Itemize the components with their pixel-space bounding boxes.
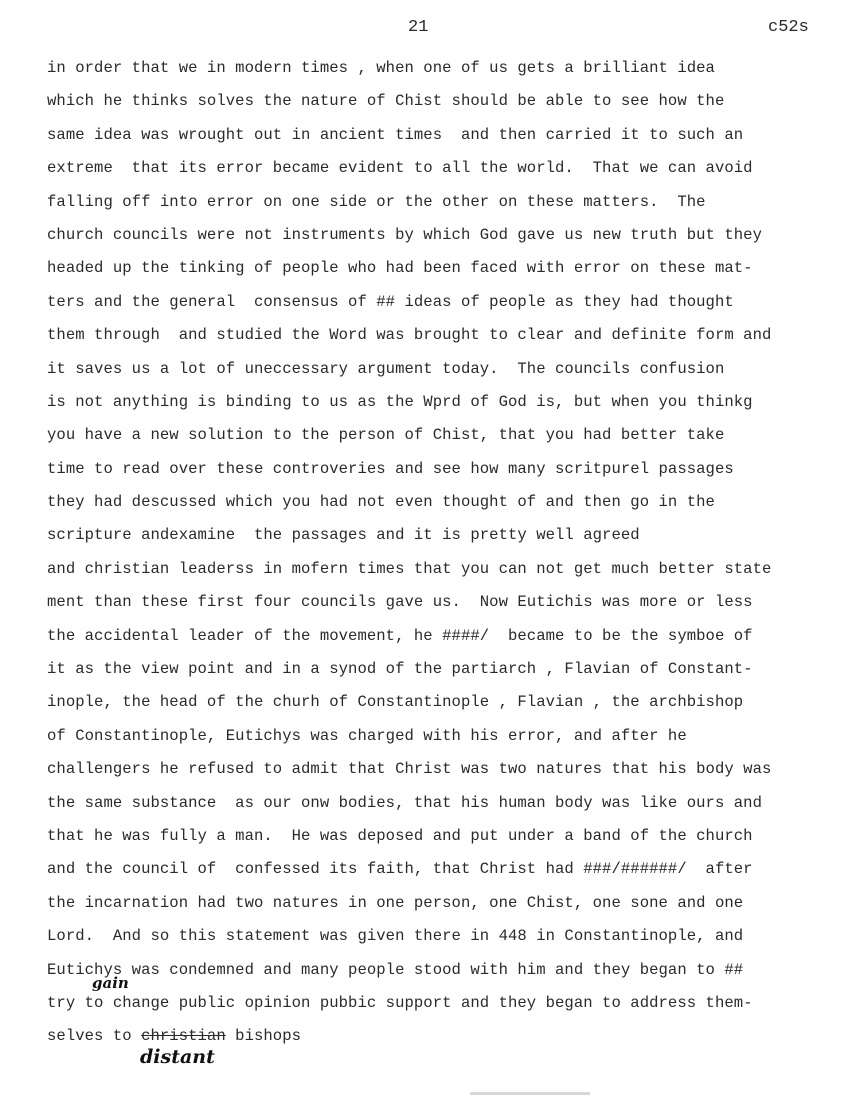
text-line: same idea was wrought out in ancient times and then carried it to such an <box>47 125 744 144</box>
text-line: scripture andexamine the passages and it is pretty well agreed <box>47 526 640 545</box>
page-bottom-mark <box>470 1092 590 1095</box>
typed-body-text <box>47 52 847 1054</box>
struck-word: christian <box>141 1027 226 1046</box>
document-code: c52s <box>768 18 809 37</box>
text-line: the same substance as our onw bodies, that his human body was like ours and <box>47 793 762 812</box>
text-line: time to read over these controveries and see how many scritpurel passages <box>47 459 734 478</box>
text-line: inople, the head of the churh of Constantinople , Flavian , the archbishop <box>47 693 744 712</box>
text-line: ment than these first four councils gave us. Now Eutichis was more or less <box>47 593 753 612</box>
text-line: the incarnation had two natures in one person, one Chist, one sone and one <box>47 893 744 912</box>
text-line: Eutichys was condemned and many people stood with him and they began to ## <box>47 960 744 979</box>
text-line: it as the view point and in a synod of the partiarch , Flavian of Constant- <box>47 660 753 679</box>
text-line: extreme that its error became evident to all the world. That we can avoid <box>47 159 753 178</box>
last-line-prefix: selves to <box>47 1027 142 1046</box>
text-line: in order that we in modern times , when one of us gets a brilliant idea <box>47 59 715 77</box>
text-line: you have a new solution to the person of Chist, that you had better take <box>47 426 725 445</box>
text-line: falling off into error on one side or the other on these matters. The <box>47 192 706 211</box>
text-line: them through and studied the Word was brought to clear and definite form and <box>47 326 772 345</box>
page-number: 21 <box>408 18 429 37</box>
text-line: which he thinks solves the nature of Chist should be able to see how the <box>47 92 725 111</box>
text-line: headed up the tinking of people who had been faced with error on these mat- <box>47 259 753 278</box>
text-line: the accidental leader of the movement, he ####/ became to be the symboe of <box>47 626 753 645</box>
handwritten-distant: distant <box>140 1046 215 1068</box>
handwritten-gain: gain <box>92 974 129 992</box>
last-line-suffix: bishops <box>225 1027 302 1046</box>
text-line: Lord. And so this statement was given there in 448 in Constantinople, and <box>47 927 744 946</box>
text-line: that he was fully a man. He was deposed and put under a band of the church <box>47 826 753 845</box>
text-line: and the council of confessed its faith, that Christ had ###/######/ after <box>47 860 753 879</box>
text-line: of Constantinople, Eutichys was charged with his error, and after he <box>47 726 687 745</box>
text-line: try to change public opinion pubbic support and they began to address them- <box>47 993 753 1012</box>
text-line: challengers he refused to admit that Christ was two natures that his body was <box>47 760 772 779</box>
text-line: ters and the general consensus of ## ideas of people as they had thought <box>47 292 734 311</box>
text-line: they had descussed which you had not even thought of and then go in the <box>47 493 715 512</box>
text-line: church councils were not instruments by which God gave us new truth but they <box>47 225 762 244</box>
text-line: and christian leaderss in mofern times that you can not get much better state <box>47 559 772 578</box>
text-line: is not anything is binding to us as the Wprd of God is, but when you thinkg <box>47 392 753 411</box>
text-line: it saves us a lot of uneccessary argument today. The councils confusion <box>47 359 725 378</box>
